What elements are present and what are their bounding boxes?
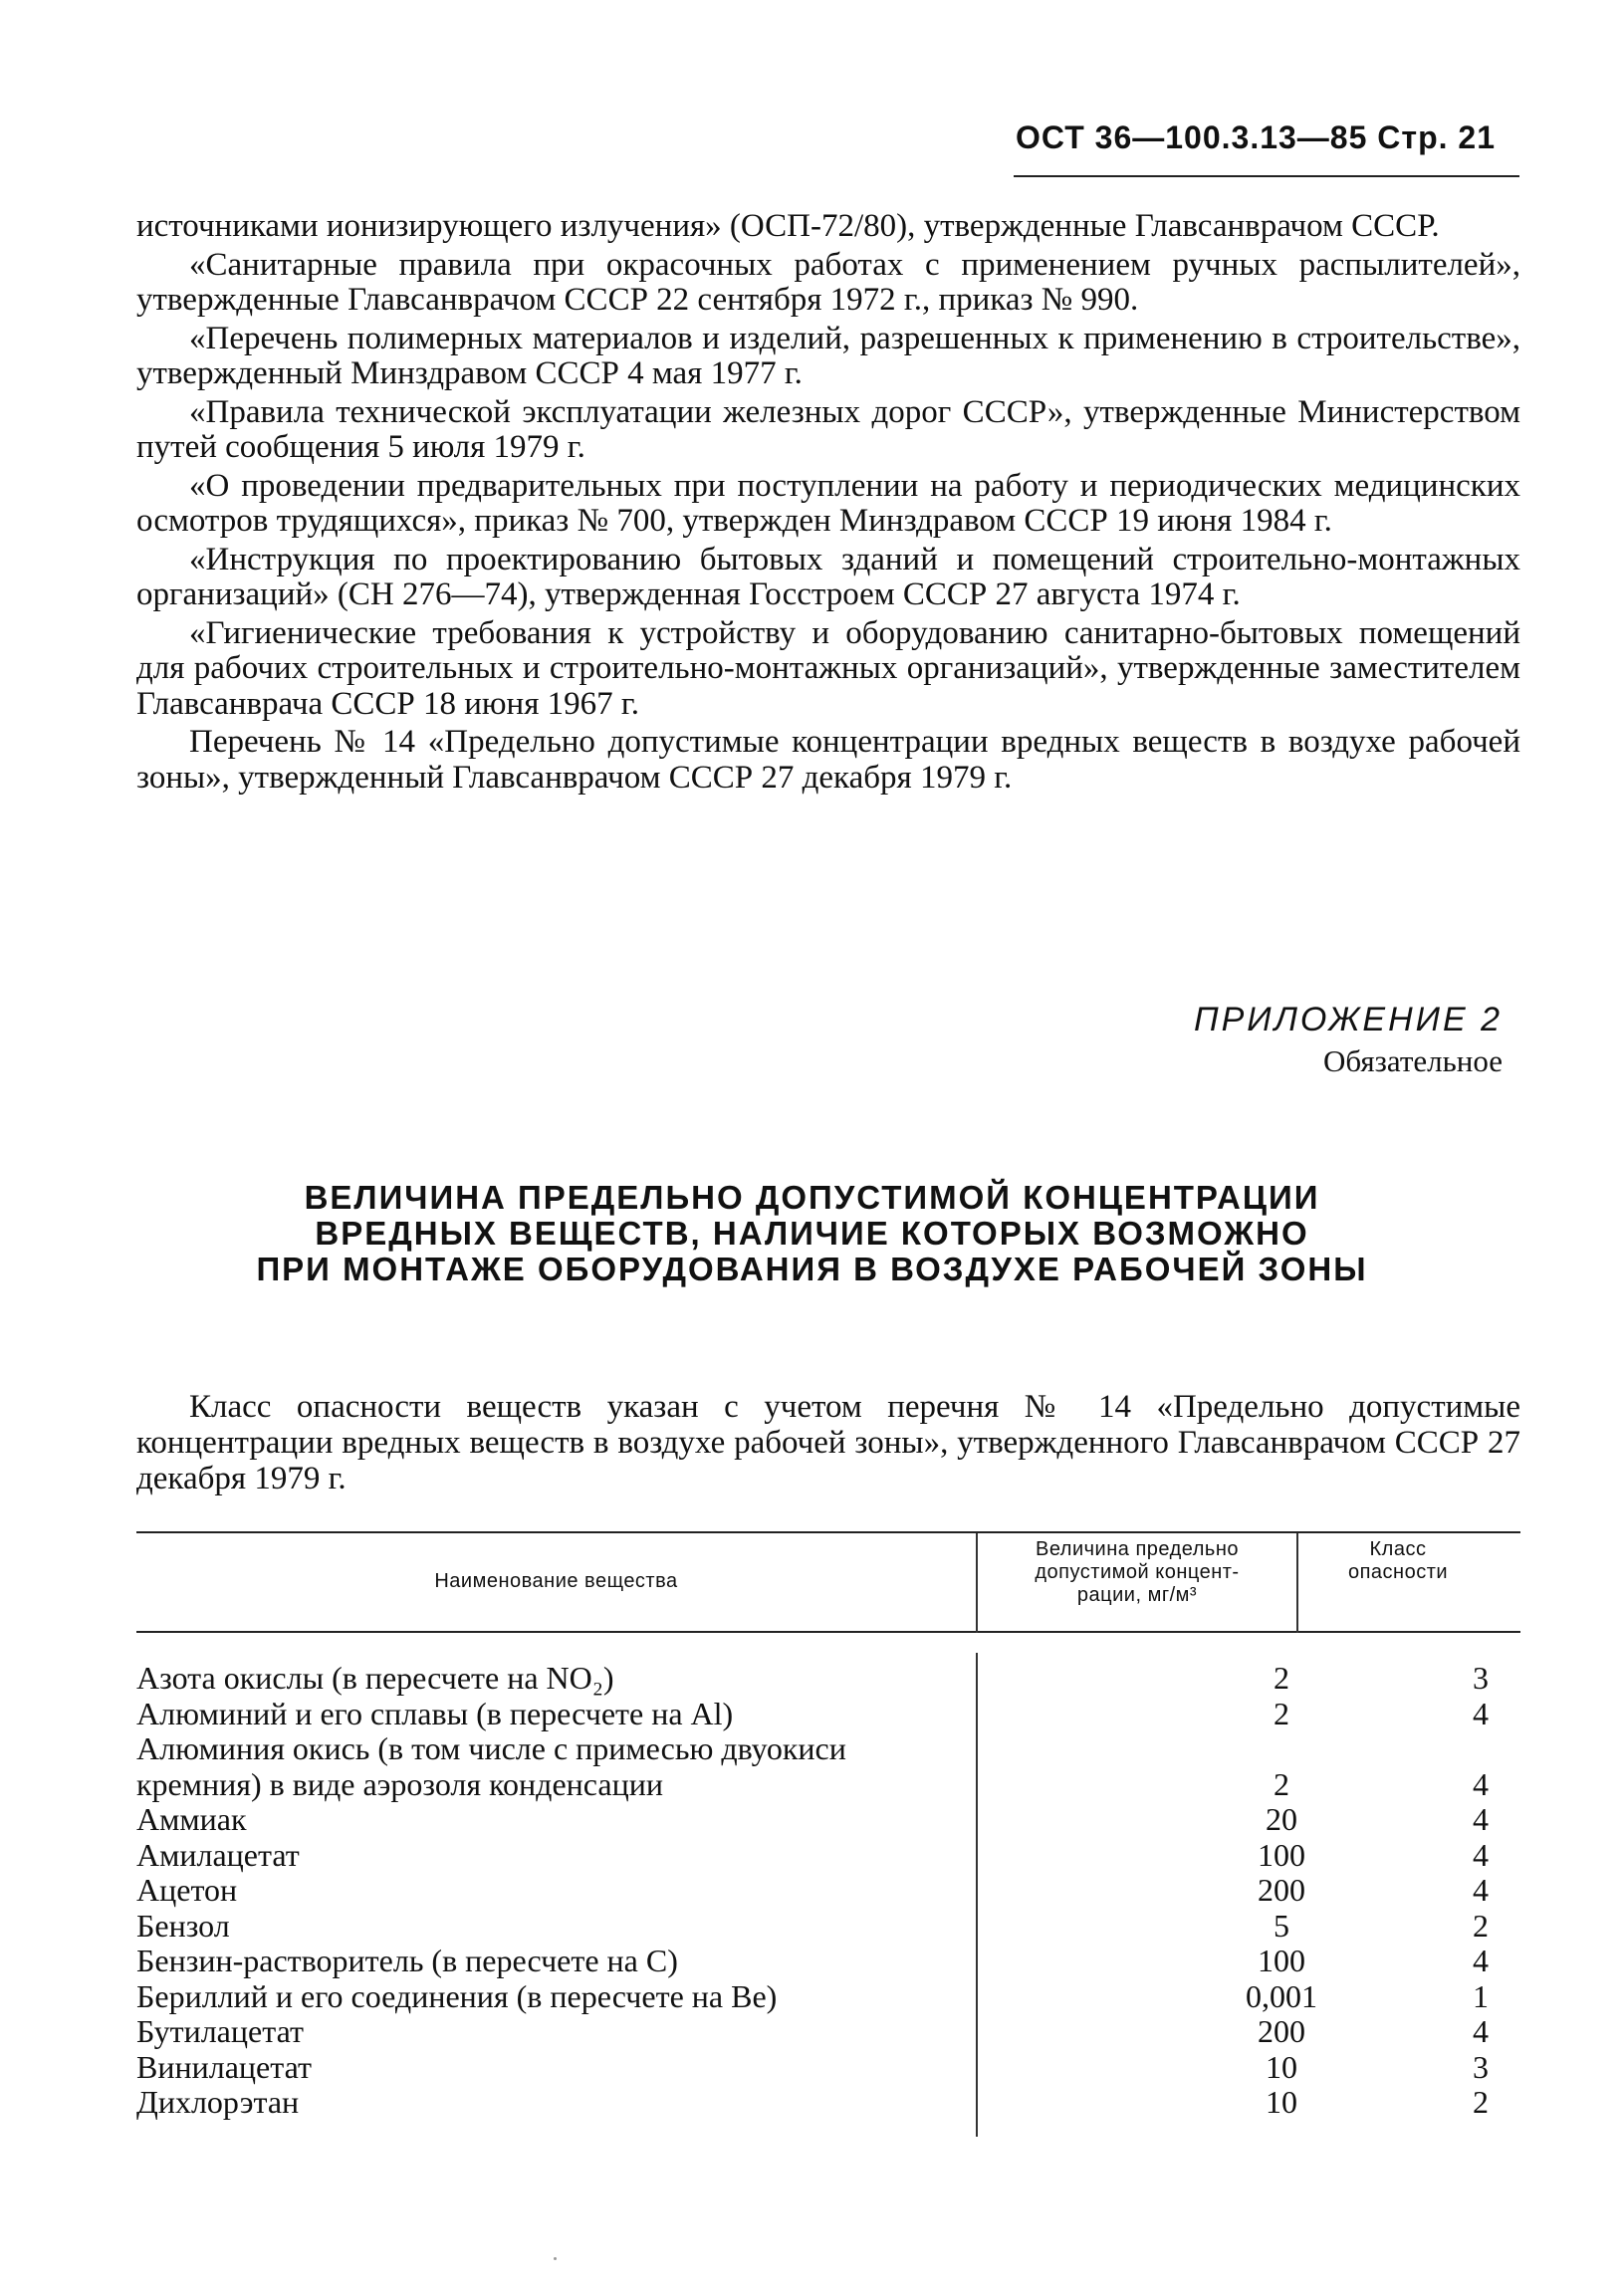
hazard-class: 1 <box>1473 1977 1489 2014</box>
column-header-line: рации, мг/м³ <box>1076 1584 1198 1606</box>
hazard-class: 4 <box>1473 1765 1489 1802</box>
column-header-class <box>1298 1538 1498 1584</box>
hazard-class: 4 <box>1473 1695 1489 1731</box>
concentration-value: 0,001 <box>1246 1977 1317 2014</box>
paragraph: «Гигиенические требования к устройству и оборудованию санитарно-бытовых помещений для рабочих строительных и строительно-монтажных организаций», утвержденные заместителем Главсанврача СССР 18 июня 1967 г. <box>136 614 1520 722</box>
table-row <box>136 1697 1520 1732</box>
substance-name: Ацетон <box>136 1872 238 1908</box>
concentration-value: 200 <box>1258 1872 1305 1908</box>
column-header-value <box>978 1538 1296 1607</box>
table-row <box>136 2014 1520 2050</box>
concentration-value: 20 <box>1266 1801 1297 1837</box>
paragraph: «Перечень полимерных материалов и изделий, разрешенных к применению в строительстве», утвержденный Минздравом СССР 4 мая 1977 г. <box>136 320 1520 391</box>
title-line: ВРЕДНЫХ ВЕЩЕСТВ, НАЛИЧИЕ КОТОРЫХ ВОЗМОЖНО <box>315 1215 1309 1252</box>
column-header-line: Класс <box>1369 1538 1427 1560</box>
table-row <box>136 1873 1520 1909</box>
appendix-title: ПРИЛОЖЕНИЕ 2 <box>1193 1001 1503 1038</box>
substance-name: Алюминий и его сплавы (в пересчете на Al) <box>136 1695 734 1731</box>
paragraph: «О проведении предварительных при поступлении на работу и периодических медицинских осмотров трудящихся», приказ № 700, утвержден Минздравом СССР 19 июня 1984 г. <box>136 467 1520 539</box>
hazard-class: 4 <box>1473 1801 1489 1837</box>
table-row <box>136 1944 1520 1979</box>
paragraph: «Правила технической эксплуатации железных дорог СССР», утвержденные Министерством путей сообщения 5 июля 1979 г. <box>136 393 1520 465</box>
substance-name: Амилацетат <box>136 1836 300 1873</box>
concentration-value: 100 <box>1258 1943 1305 1978</box>
substance-name: Азота окислы (в пересчете на NO₂) <box>136 1660 614 1696</box>
substance-name: Алюминия окись (в том числе с примесью двуокиси <box>136 1730 846 1766</box>
hazard-class: 3 <box>1473 2048 1489 2085</box>
concentration-value: 2 <box>1274 1765 1289 1802</box>
concentration-value: 2 <box>1274 1695 1289 1731</box>
hazard-class: 4 <box>1473 1872 1489 1908</box>
substance-name: кремния) в виде аэрозоля конденсации <box>136 1765 663 1802</box>
hazard-class: 4 <box>1473 1836 1489 1873</box>
hazard-class: 4 <box>1473 2013 1489 2049</box>
table-row <box>136 1979 1520 2015</box>
column-header-line: опасности <box>1347 1561 1449 1583</box>
document-title <box>0 1180 1624 1287</box>
paragraph: Перечень № 14 «Предельно допустимые концентрации вредных веществ в воздухе рабочей зоны», утвержденный Главсанврачом СССР 27 декабря 1979 г. <box>136 724 1520 796</box>
hazard-class: 2 <box>1473 2084 1489 2120</box>
table-row <box>136 1802 1520 1838</box>
hazard-class: 3 <box>1473 1660 1489 1696</box>
substance-name: Бензин-растворитель (в пересчете на С) <box>136 1943 678 1978</box>
substance-name: Бериллий и его соединения (в пересчете на Be) <box>136 1977 778 2014</box>
intro-paragraph: Класс опасности веществ указан с учетом перечня № 14 «Предельно допустимые концентрации вредных веществ в воздухе рабочей зоны», утвержденного Главсанврачом СССР 27 декабря 1979 г. <box>136 1389 1520 1496</box>
column-header-line: Величина предельно <box>1036 1538 1239 1560</box>
title-line: ПРИ МОНТАЖЕ ОБОРУДОВАНИЯ В ВОЗДУХЕ РАБОЧЕЙ ЗОНЫ <box>256 1251 1368 1287</box>
body-text <box>136 209 1520 796</box>
column-header-name: Наименование вещества <box>434 1570 678 1592</box>
paragraph: источниками ионизирующего излучения» (ОСП-72/80), утвержденные Главсанврачом СССР. <box>136 208 1440 244</box>
hazard-class: 2 <box>1473 1907 1489 1944</box>
table-row <box>136 1838 1520 1874</box>
concentration-value: 200 <box>1258 2013 1305 2049</box>
page-header: ОСТ 36—100.3.13—85 Стр. 21 <box>1016 119 1496 155</box>
concentration-value: 2 <box>1274 1660 1289 1696</box>
substance-name: Винилацетат <box>136 2048 312 2085</box>
table-row <box>136 2085 1520 2121</box>
appendix-subtitle: Обязательное <box>1323 1043 1503 1078</box>
substance-name: Бутилацетат <box>136 2013 304 2049</box>
substance-name: Дихлорэтан <box>136 2084 300 2120</box>
hazard-class: 4 <box>1473 1943 1489 1978</box>
substance-name: Аммиак <box>136 1801 247 1837</box>
table-row <box>136 1767 1520 1803</box>
substance-name: Бензол <box>136 1907 230 1944</box>
table-header-rule <box>136 1631 1520 1633</box>
table-row <box>136 1661 1520 1697</box>
title-line: ВЕЛИЧИНА ПРЕДЕЛЬНО ДОПУСТИМОЙ КОНЦЕНТРАЦИИ <box>304 1179 1320 1216</box>
table-top-rule <box>136 1531 1520 1533</box>
concentration-value: 10 <box>1266 2048 1297 2085</box>
concentration-value: 10 <box>1266 2084 1297 2120</box>
table-body <box>136 1661 1520 2121</box>
table-row <box>136 1731 1520 1767</box>
paragraph: «Санитарные правила при окрасочных работах с применением ручных распылителей», утвержденные Главсанврачом СССР 22 сентября 1972 г., приказ № 990. <box>136 246 1520 318</box>
scan-speck <box>554 2257 557 2260</box>
column-header-line: допустимой концент- <box>1035 1561 1240 1583</box>
header-rule <box>1014 175 1519 177</box>
table-row <box>136 2050 1520 2086</box>
appendix-label <box>1194 1001 1503 1079</box>
concentration-value: 100 <box>1258 1836 1305 1873</box>
table-row <box>136 1909 1520 1945</box>
concentration-value: 5 <box>1274 1907 1289 1944</box>
paragraph: «Инструкция по проектированию бытовых зданий и помещений строительно-монтажных организаций» (СН 276—74), утвержденная Госстроем СССР 27 августа 1974 г. <box>136 541 1520 612</box>
